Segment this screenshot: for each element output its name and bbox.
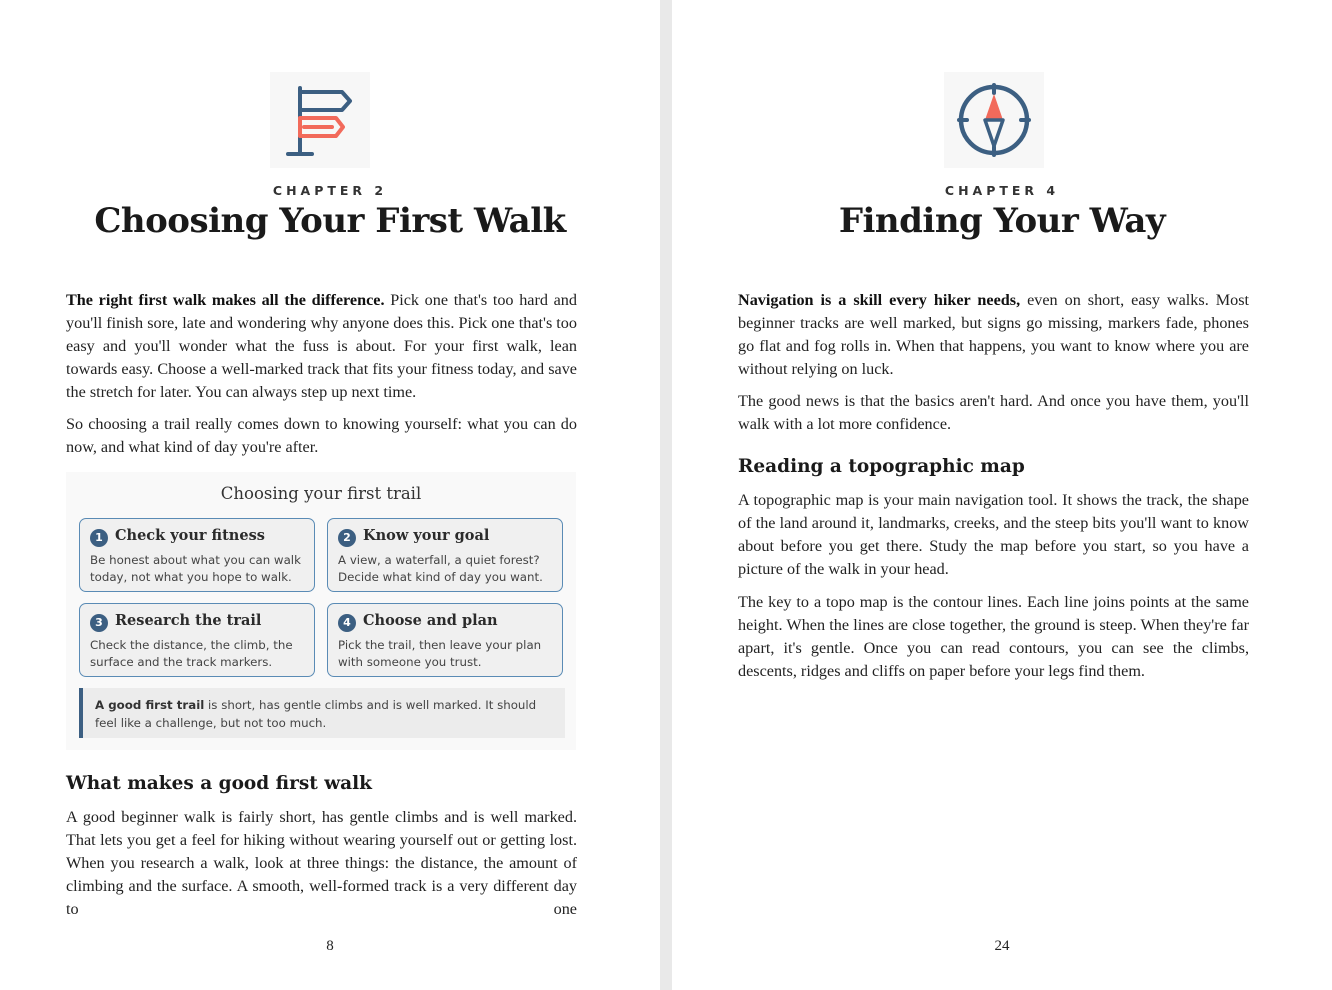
card-description: Check the distance, the climb, the surface and the track markers.	[90, 638, 293, 669]
intro-paragraph	[66, 289, 577, 404]
paragraph-4: The key to a topo map is the contour lines. Each line joins points at the same height. When the lines are close together, the ground is steep. When they're far apart, it's gentle. Once you can read contours, you can see the climbs, descents, ridges and cliffs on paper before your legs find them.	[738, 593, 1249, 680]
paragraph-2: So choosing a trail really comes down to knowing yourself: what you can do now, and what kind of day you're after.	[66, 415, 577, 456]
chapter-label: CHAPTER 4	[944, 183, 1060, 198]
step-number: 1	[90, 529, 108, 547]
card-choose-plan	[327, 603, 563, 677]
card-know-goal	[327, 518, 563, 592]
card-title: Know your goal	[363, 527, 490, 544]
card-title: Research the trail	[115, 612, 262, 629]
note-rest: is short, has gentle climbs and is well marked. It should feel like a challenge, but not too much.	[95, 698, 537, 730]
card-description: Pick the trail, then leave your plan with someone you trust.	[338, 638, 542, 669]
step-number: 4	[338, 614, 356, 632]
paragraph-3: A topographic map is your main navigation tool. It shows the track, the shape of the land around it, landmarks, creeks, and the steep bits you'll want to know about before you get there. Study the map before you start, so you have a picture of the walk in your head.	[738, 491, 1249, 578]
signpost-icon	[270, 72, 370, 168]
intro-rest: Pick one that's too hard and you'll finish sore, late and wondering why anyone does this. Pick one that's too easy and you'll wonder what the fuss is about. For your first walk, lean towards easy. Choose a well-marked track that fits your fitness today, and save the stretch for later. You can always step up next time.	[66, 291, 577, 401]
chapter-label: CHAPTER 2	[272, 183, 388, 198]
subheading: Reading a topographic map	[738, 456, 1025, 477]
card-research-trail	[79, 603, 315, 677]
compass-icon	[944, 72, 1044, 168]
card-description: Be honest about what you can walk today, not what you hope to walk.	[90, 553, 301, 584]
card-title: Choose and plan	[363, 612, 498, 629]
step-number: 2	[338, 529, 356, 547]
intro-rest: even on short, easy walks. Most beginner tracks are well marked, but signs go missing, markers fade, phones go flat and fog rolls in. When that happens, you want to know where you are without relying on luck.	[738, 291, 1249, 378]
intro-paragraph	[738, 289, 1249, 381]
chapter-title: Finding Your Way	[838, 201, 1166, 241]
step-number: 3	[90, 614, 108, 632]
page-number: 24	[994, 938, 1010, 954]
right-page	[672, 0, 1332, 990]
intro-bold: Navigation is a skill every hiker needs,	[738, 291, 1021, 309]
card-title: Check your fitness	[115, 527, 265, 544]
left-page	[0, 0, 660, 990]
subheading: What makes a good first walk	[66, 773, 372, 794]
paragraph-3: A good beginner walk is fairly short, has gentle climbs and is well marked. That lets you get a feel for hiking without wearing yourself out or getting lost. When you research a walk, look at three things: the distance, the amount of climbing and the surface. A smooth, well-formed track is a very different day to one	[66, 808, 577, 918]
page-number: 8	[326, 938, 334, 954]
card-check-fitness	[79, 518, 315, 592]
note-bold: A good first trail	[95, 698, 205, 712]
infographic-title: Choosing your first trail	[220, 484, 422, 503]
card-description: A view, a waterfall, a quiet forest? Decide what kind of day you want.	[338, 553, 543, 584]
paragraph-2: The good news is that the basics aren't hard. And once you have them, you'll walk with a lot more confidence.	[738, 392, 1249, 433]
infographic-note	[79, 688, 565, 738]
chapter-title: Choosing Your First Walk	[94, 201, 566, 241]
intro-bold: The right first walk makes all the difference.	[66, 291, 385, 309]
infographic	[66, 472, 576, 750]
